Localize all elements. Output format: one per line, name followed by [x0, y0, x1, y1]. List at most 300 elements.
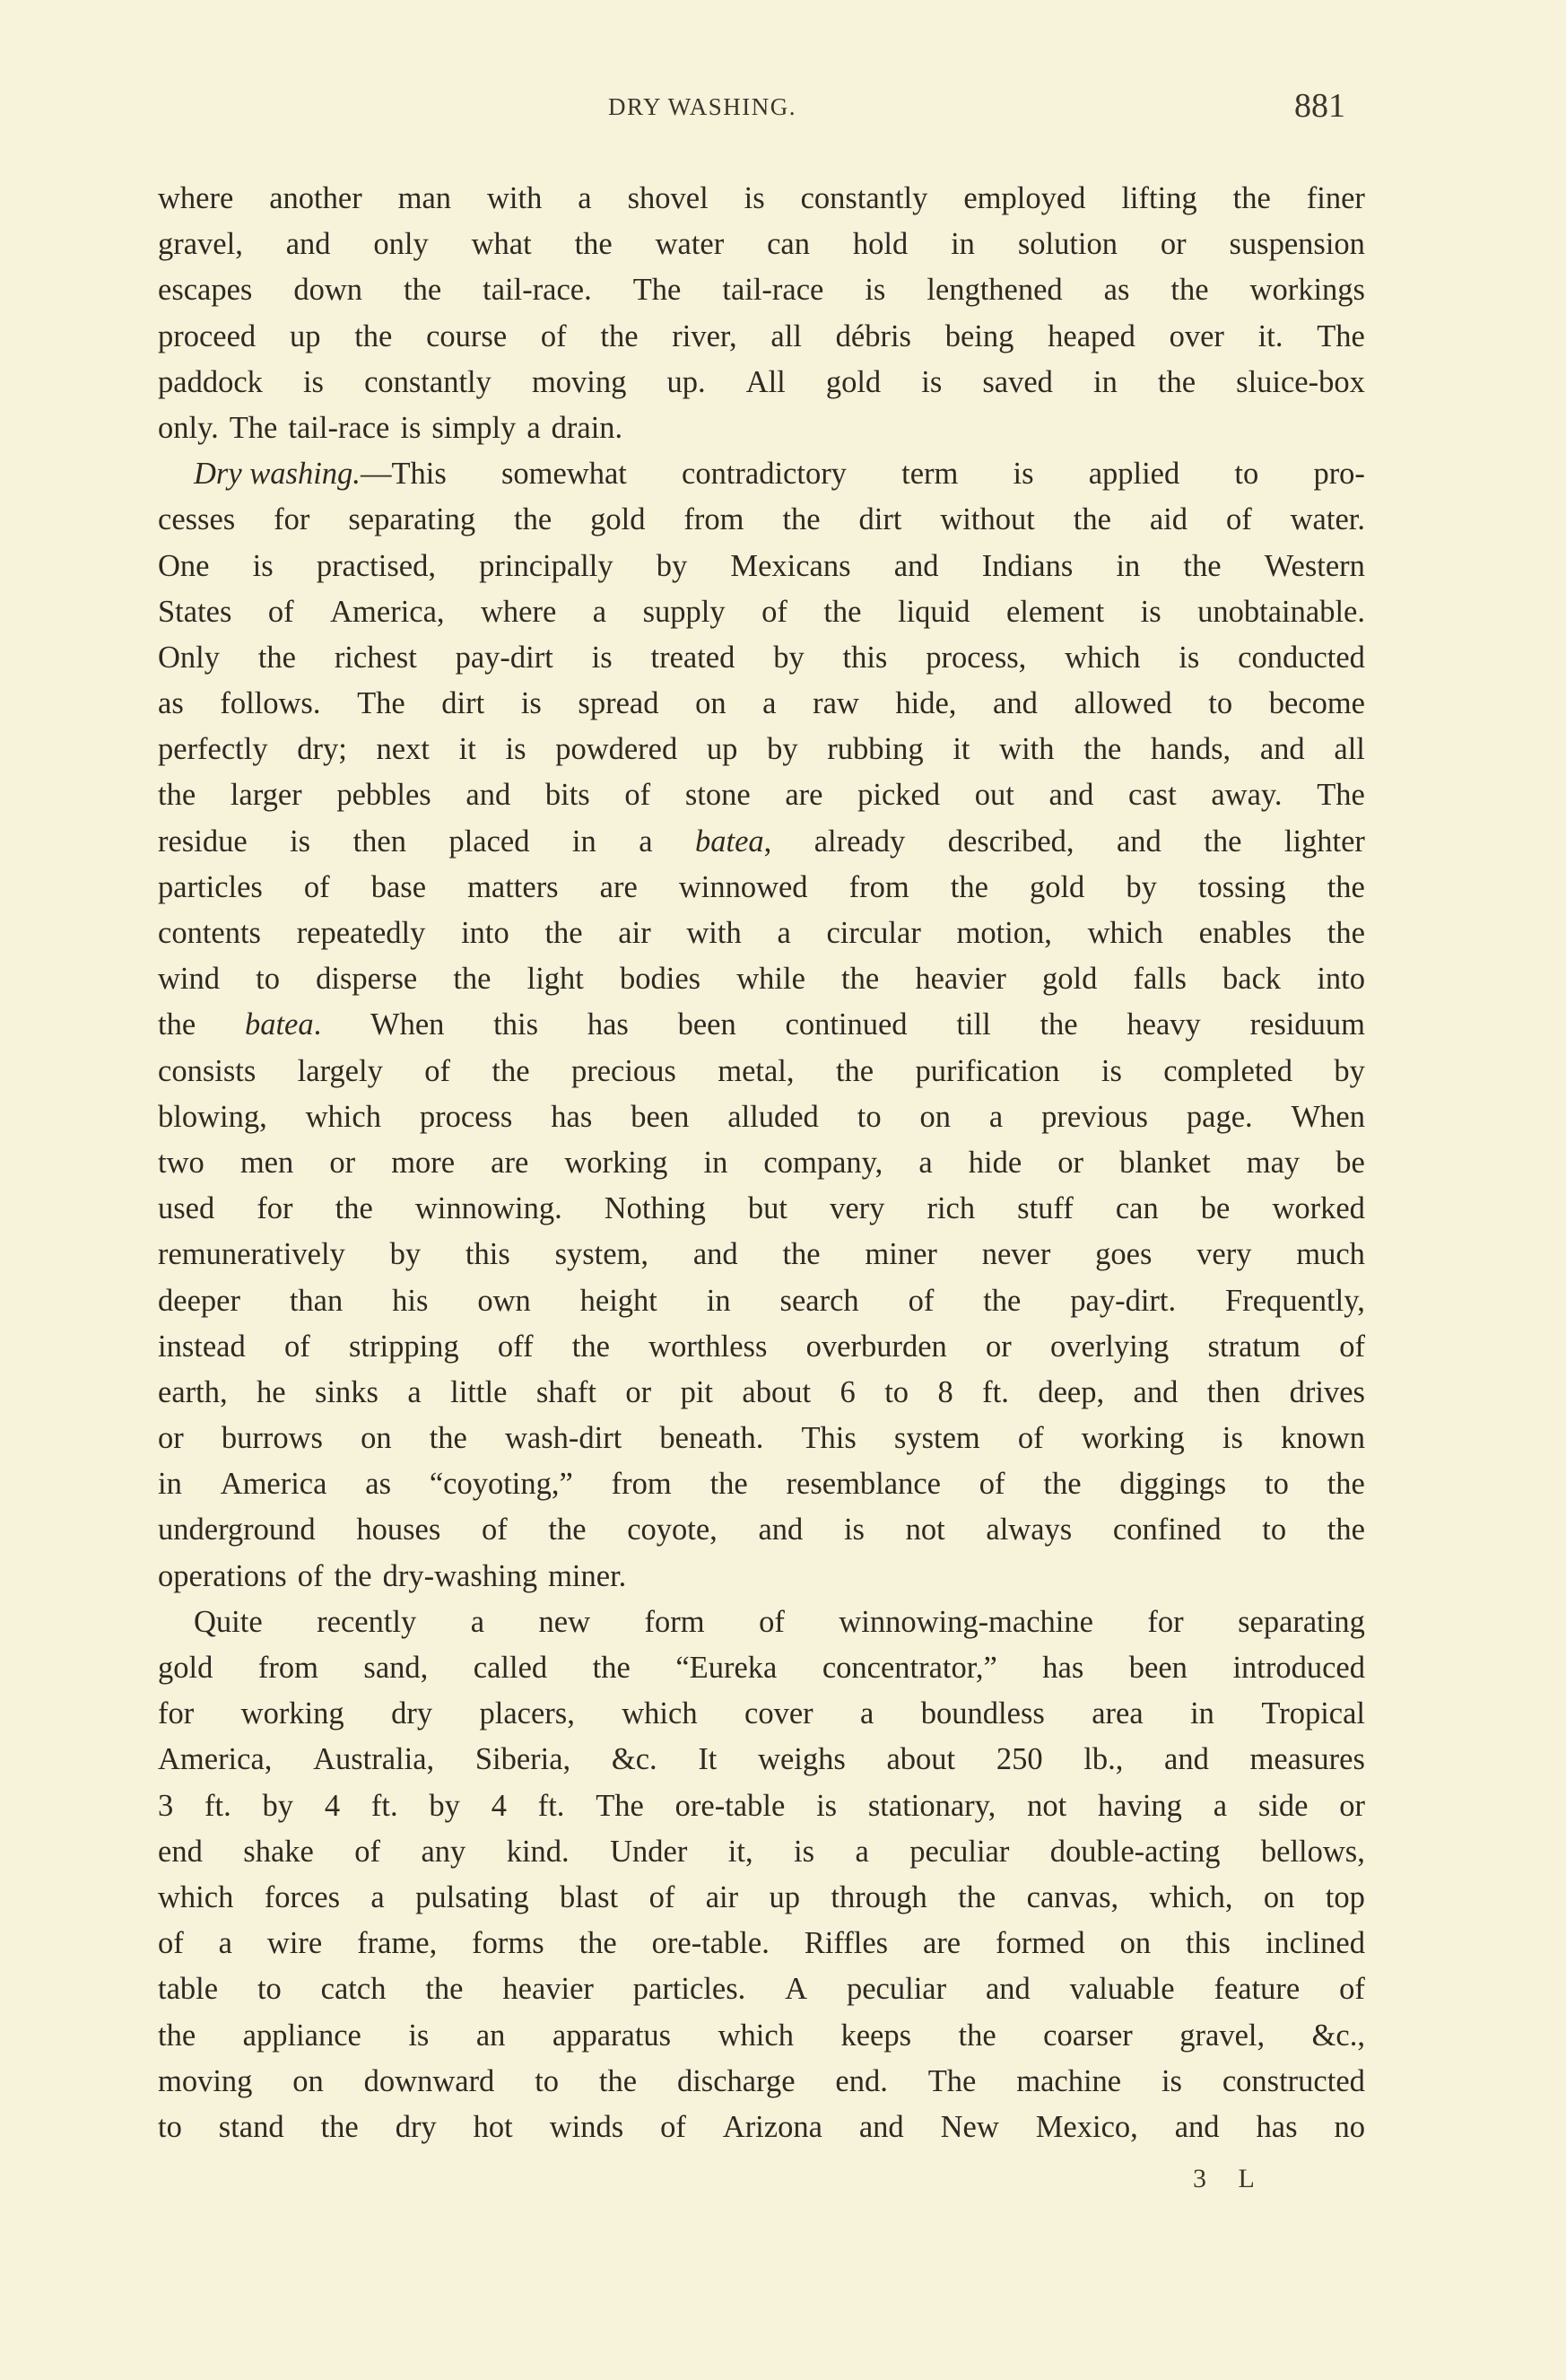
word: known	[1281, 1421, 1365, 1456]
word: the	[453, 962, 492, 997]
text-line	[158, 1416, 1365, 1461]
word: is	[744, 181, 765, 215]
word: The	[632, 273, 682, 308]
word: much	[1296, 1237, 1365, 1272]
word: stand	[218, 2109, 284, 2144]
word: motion,	[956, 916, 1052, 950]
word: tail-race.	[483, 273, 592, 308]
word: dry	[395, 2109, 437, 2144]
word: goes	[1095, 1237, 1153, 1272]
word: no	[1334, 2109, 1365, 2144]
text-line	[158, 497, 1365, 543]
word: falls	[1133, 962, 1187, 997]
word: When	[1291, 1099, 1365, 1134]
word: of	[267, 594, 294, 629]
text-line	[158, 544, 1365, 589]
word: which	[1065, 640, 1141, 675]
word: ft.	[537, 1788, 565, 1823]
word: with	[487, 181, 543, 215]
word: this	[465, 1237, 510, 1272]
text-line	[158, 727, 1365, 772]
word: confined	[1112, 1513, 1222, 1547]
word: for	[257, 1191, 293, 1226]
word: never	[981, 1237, 1051, 1272]
word: a	[860, 1696, 874, 1731]
word: beneath.	[659, 1421, 764, 1456]
word: workings	[1249, 273, 1365, 308]
word: the	[544, 916, 583, 950]
word: is	[816, 1788, 838, 1823]
word: continued	[785, 1007, 908, 1042]
word: as	[365, 1467, 392, 1502]
word: dirt	[441, 686, 485, 721]
word: may	[1246, 1145, 1301, 1180]
word: been	[631, 1099, 690, 1134]
word: system	[893, 1421, 980, 1456]
word: or	[1339, 1788, 1365, 1823]
word: gravel,	[1179, 2018, 1266, 2053]
word: concentrator,”	[822, 1651, 997, 1685]
word: on	[361, 1421, 392, 1456]
word: by	[389, 1237, 422, 1272]
text-line	[158, 2059, 1365, 2105]
word: on	[292, 2063, 324, 2098]
word: matters	[467, 869, 559, 904]
word: &c.,	[1311, 2018, 1365, 2053]
word: 4	[491, 1788, 507, 1823]
word: shaft	[535, 1374, 596, 1409]
word: are	[923, 1926, 961, 1961]
word: ore-table	[674, 1788, 786, 1823]
word: about	[742, 1374, 812, 1409]
text-line	[158, 635, 1365, 681]
word: Western	[1264, 548, 1365, 583]
word: dirt	[858, 502, 902, 537]
word: tail-race	[288, 410, 390, 445]
word: powdered	[555, 732, 678, 767]
word: wash-dirt	[504, 1421, 622, 1456]
word: and	[858, 2109, 904, 2144]
text-line	[158, 1049, 1365, 1094]
word: of	[283, 1329, 310, 1364]
word: having	[1098, 1788, 1182, 1823]
word: unobtainable.	[1197, 594, 1365, 629]
word: air	[618, 916, 651, 950]
word: to	[256, 962, 280, 997]
word: in	[1116, 548, 1141, 583]
word: sand,	[363, 1651, 429, 1685]
word: term	[901, 457, 959, 492]
word: applied	[1088, 457, 1180, 492]
word: the	[1073, 502, 1111, 537]
word: completed	[1163, 1053, 1292, 1088]
word: A	[785, 1972, 808, 2007]
word: Tropical	[1261, 1696, 1365, 1731]
word: which	[1087, 916, 1163, 950]
word: up	[706, 732, 738, 767]
word: residuum	[1249, 1007, 1365, 1042]
word: called	[473, 1651, 548, 1685]
word: ft.	[982, 1374, 1009, 1409]
word: is	[794, 1834, 815, 1869]
word: element	[1005, 594, 1105, 629]
word: on	[1119, 1926, 1152, 1961]
word: is	[1179, 640, 1200, 675]
word: the	[1327, 869, 1365, 904]
word: a	[918, 1145, 933, 1180]
word: only.	[158, 410, 219, 445]
text-line	[158, 589, 1365, 635]
signature-mark: 3 L	[1193, 2164, 1267, 2193]
word: frame,	[357, 1926, 438, 1961]
word: “Eureka	[675, 1651, 778, 1685]
word: by	[773, 640, 805, 675]
text-line	[158, 865, 1365, 911]
word: end	[158, 1834, 203, 1869]
word: deep,	[1038, 1374, 1105, 1409]
text-line	[158, 222, 1365, 267]
word: formed	[996, 1926, 1085, 1961]
text-line	[158, 772, 1365, 818]
word: of	[303, 869, 330, 904]
word: and	[1133, 1374, 1179, 1409]
word: always	[986, 1513, 1073, 1547]
word: and	[1174, 2109, 1220, 2144]
word: without	[940, 502, 1035, 537]
word: rich	[927, 1191, 976, 1226]
word: this	[493, 1007, 539, 1042]
word: hide	[968, 1145, 1022, 1180]
word: process	[419, 1099, 513, 1134]
word: richest	[334, 640, 417, 675]
word: winnowed	[678, 869, 808, 904]
word: 3	[158, 1788, 174, 1823]
word: which	[158, 1879, 234, 1914]
text-line	[158, 405, 1365, 451]
text-line	[158, 1645, 1365, 1691]
word: or	[986, 1329, 1012, 1364]
word: the	[1232, 181, 1271, 215]
word: been	[1128, 1651, 1188, 1685]
word: from	[848, 869, 909, 904]
word: be	[1335, 1145, 1365, 1180]
word: till	[956, 1007, 991, 1042]
word: America,	[158, 1742, 273, 1777]
word: the	[823, 594, 862, 629]
word: up	[289, 318, 321, 353]
word: 250	[996, 1742, 1043, 1777]
word: or	[625, 1374, 652, 1409]
word: forms	[472, 1926, 544, 1961]
word: contradictory	[682, 457, 847, 492]
word: of	[1339, 1972, 1365, 2007]
word: this	[842, 640, 888, 675]
word: repeatedly	[296, 916, 426, 950]
word: end.	[835, 2063, 888, 2098]
word: all	[1334, 732, 1365, 767]
word: contents	[158, 916, 261, 950]
word: Nothing	[604, 1191, 706, 1226]
word: “coyoting,”	[429, 1467, 573, 1502]
word: enables	[1198, 916, 1292, 950]
word: constantly	[364, 364, 492, 399]
word: is	[1101, 1053, 1122, 1088]
word: houses	[356, 1513, 441, 1547]
word: the	[1083, 732, 1122, 767]
word: gold	[1042, 962, 1098, 997]
word: it	[953, 732, 970, 767]
word: up	[769, 1879, 800, 1914]
word: heavier	[502, 1972, 594, 2007]
word: for	[158, 1696, 195, 1731]
word: to	[535, 2063, 560, 2098]
word: instead	[158, 1329, 246, 1364]
running-head-title: DRY WASHING.	[608, 93, 797, 120]
word: kind.	[506, 1834, 570, 1869]
word: of	[1017, 1421, 1044, 1456]
text-line	[158, 911, 1365, 956]
word: the	[429, 1421, 467, 1456]
text-line	[158, 1783, 1365, 1829]
word: a	[988, 1099, 1004, 1134]
word: to	[158, 2109, 182, 2144]
word: the	[1327, 1513, 1365, 1547]
word: gold	[825, 364, 882, 399]
word: a	[578, 181, 592, 215]
word: downward	[363, 2063, 495, 2098]
word: system,	[554, 1237, 649, 1272]
word: solution	[1017, 227, 1118, 262]
text-line	[158, 1600, 1365, 1645]
word: Siberia,	[474, 1742, 571, 1777]
word: burrows	[221, 1421, 323, 1456]
word: of	[979, 1467, 1005, 1502]
word: Mexicans	[730, 548, 851, 583]
word: boundless	[920, 1696, 1045, 1731]
page-number: 881	[1294, 87, 1345, 125]
word: is	[1222, 1421, 1243, 1456]
word: hot	[473, 2109, 513, 2144]
word: placers,	[479, 1696, 575, 1731]
word: peculiar	[909, 1834, 1010, 1869]
word: lifting	[1121, 181, 1197, 215]
text-line	[158, 681, 1365, 727]
word: the	[958, 2018, 996, 2053]
word: the	[158, 1007, 196, 1042]
word: all	[770, 318, 802, 353]
word: pit	[680, 1374, 713, 1409]
word: light	[526, 962, 584, 997]
word: introduced	[1232, 1651, 1365, 1685]
word: discharge	[676, 2063, 796, 2098]
text-line	[158, 2013, 1365, 2059]
word: the	[574, 227, 613, 262]
word: valuable	[1069, 1972, 1175, 2007]
word: process,	[926, 640, 1027, 675]
word: can	[767, 227, 810, 262]
word: top	[1325, 1879, 1365, 1914]
text-line	[158, 1186, 1365, 1232]
text-line	[158, 1278, 1365, 1324]
word: winds	[549, 2109, 624, 2144]
word: water	[655, 227, 725, 262]
word: hands,	[1151, 732, 1231, 767]
word: the	[514, 502, 552, 537]
word: from	[257, 1651, 318, 1685]
text-line	[158, 176, 1365, 222]
word: bits	[544, 778, 590, 813]
word: suspension	[1229, 227, 1365, 262]
word: by	[767, 732, 798, 767]
word: The	[1317, 318, 1365, 353]
word: perfectly	[158, 732, 268, 767]
text-line	[158, 451, 1365, 497]
word: of	[540, 318, 567, 353]
word: has	[1256, 2109, 1298, 2144]
word: has	[587, 1007, 629, 1042]
word: where	[158, 181, 234, 215]
word: are	[599, 869, 638, 904]
word: is	[520, 686, 542, 721]
word: blast	[560, 1879, 619, 1914]
word: gold	[1029, 869, 1085, 904]
word: used	[158, 1191, 215, 1226]
word: earth,	[158, 1374, 228, 1409]
word: bodies	[620, 962, 701, 997]
word: bellows,	[1260, 1834, 1365, 1869]
word: man	[397, 181, 452, 215]
word: New	[940, 2109, 999, 2144]
word: alluded	[727, 1099, 819, 1134]
word: little	[450, 1374, 508, 1409]
word: placed	[448, 824, 530, 859]
word: the	[257, 640, 296, 675]
word: the	[335, 1191, 373, 1226]
word: it.	[1257, 318, 1283, 353]
word: the	[1327, 1467, 1365, 1502]
word: the	[571, 1329, 610, 1364]
word: of	[908, 1283, 935, 1318]
word: of	[660, 2109, 686, 2144]
word: for	[1147, 1604, 1184, 1639]
word: Indians	[981, 548, 1074, 583]
word: recently	[317, 1604, 417, 1639]
word: America,	[330, 594, 445, 629]
word: the	[158, 2018, 196, 2053]
word: this	[1186, 1926, 1231, 1961]
text-line	[158, 2105, 1365, 2150]
word: the	[1327, 916, 1365, 950]
word: a	[762, 686, 777, 721]
word: ore-table.	[651, 1926, 770, 1961]
word: is	[1140, 594, 1161, 629]
text-line	[158, 819, 1365, 865]
word: by	[656, 548, 688, 583]
word: cesses	[158, 502, 236, 537]
word: in	[703, 1145, 728, 1180]
word: the	[1157, 364, 1196, 399]
word: can	[1115, 1191, 1159, 1226]
word: drives	[1289, 1374, 1365, 1409]
word: One	[158, 548, 210, 583]
word: catch	[320, 1972, 387, 2007]
word: stone	[684, 778, 751, 813]
word: into	[461, 916, 509, 950]
word: is	[591, 640, 613, 675]
word: of	[759, 1604, 785, 1639]
word: is	[921, 364, 943, 399]
word: saved	[982, 364, 1053, 399]
word: picked	[857, 778, 941, 813]
word: rubbing	[827, 732, 924, 767]
word: base	[370, 869, 427, 904]
text-line	[158, 1737, 1365, 1783]
word: of	[1225, 502, 1252, 537]
word: Arizona	[722, 2109, 822, 2144]
word: stripping	[348, 1329, 459, 1364]
word: which	[718, 2018, 794, 2053]
word: but	[747, 1191, 788, 1226]
text-line	[158, 1324, 1365, 1370]
word: and	[993, 686, 1038, 721]
word: resemblance	[786, 1467, 941, 1502]
word: moving	[158, 2063, 253, 2098]
word: follows.	[220, 686, 321, 721]
word: 4	[324, 1788, 341, 1823]
word: of	[158, 1926, 184, 1961]
word: heaped	[1048, 318, 1135, 353]
word: and	[1259, 732, 1305, 767]
word: coarser	[1043, 2018, 1133, 2053]
word: stationary,	[867, 1788, 996, 1823]
word: miner	[865, 1237, 937, 1272]
word: worked	[1272, 1191, 1365, 1226]
word: consists	[158, 1053, 257, 1088]
word: from	[611, 1467, 672, 1502]
text-line	[158, 1370, 1365, 1416]
word: into	[1317, 962, 1365, 997]
word: inclined	[1265, 1926, 1365, 1961]
word: any	[421, 1834, 466, 1869]
word: a	[1213, 1788, 1228, 1823]
word: the	[592, 1651, 631, 1685]
word: stuff	[1017, 1191, 1074, 1226]
word: the	[354, 318, 393, 353]
word: miner.	[548, 1558, 627, 1593]
word: largely	[297, 1053, 383, 1088]
word: been	[677, 1007, 736, 1042]
word: gold	[158, 1651, 213, 1685]
word: particles	[158, 869, 263, 904]
text-line	[158, 1875, 1365, 1921]
word: the	[835, 1053, 874, 1088]
word: canvas,	[1026, 1879, 1119, 1914]
word: is	[865, 273, 886, 308]
word: keeps	[840, 2018, 912, 2053]
word: shake	[243, 1834, 314, 1869]
word: which	[622, 1696, 698, 1731]
word: Dry washing.—This	[194, 457, 447, 492]
word: working	[240, 1696, 344, 1731]
word: finer	[1306, 181, 1365, 215]
word: to	[884, 1374, 909, 1409]
word: heavy	[1127, 1007, 1201, 1042]
word: and	[1048, 778, 1094, 813]
word: gravel,	[158, 227, 243, 262]
word: deeper	[158, 1283, 240, 1318]
word: precious	[570, 1053, 676, 1088]
word: escapes	[158, 273, 253, 308]
